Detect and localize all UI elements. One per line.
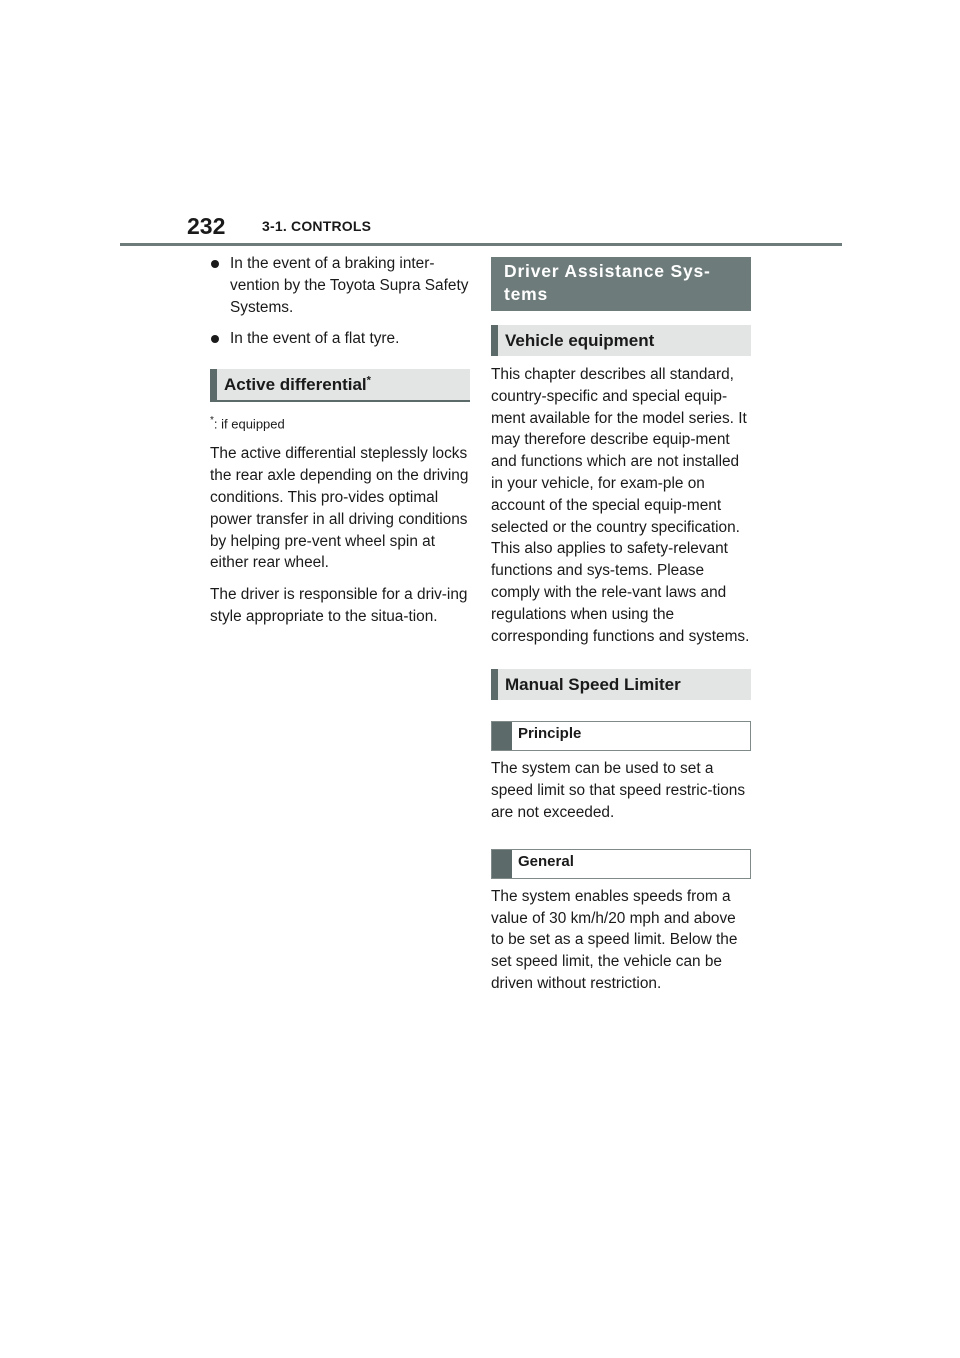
bullet-text: In the event of a flat tyre.: [230, 330, 400, 348]
bullet-icon: [211, 260, 219, 268]
vehicle-equipment-heading: Vehicle equipment: [491, 325, 751, 356]
right-column: [491, 257, 751, 1005]
paragraph: The driver is responsible for a driv-ing style appropriate to the situa-tion.: [210, 586, 468, 625]
left-column: [210, 253, 470, 638]
bullet-item: [210, 328, 470, 350]
manual-speed-limiter-heading: Manual Speed Limiter: [491, 669, 751, 700]
paragraph: The system enables speeds from a value of 30 km/h/20 mph and above to be set as a speed limit. Below the set speed limit, the vehicle can be driven without restriction.: [491, 887, 738, 992]
header-divider: [120, 243, 842, 246]
heading-marker: [492, 850, 512, 878]
heading-marker: [492, 722, 512, 750]
page-number: 232: [187, 213, 226, 239]
bullet-icon: [211, 335, 219, 343]
active-differential-heading: Active differential*: [210, 369, 470, 402]
chapter-heading: Driver Assistance Sys-tems: [491, 257, 751, 311]
general-heading: General: [491, 849, 751, 879]
principle-heading: Principle: [491, 721, 751, 751]
paragraph: The system can be used to set a speed limit so that speed restric-tions are not exceeded.: [491, 760, 746, 821]
bullet-text: In the event of a braking inter-vention by the Toyota Supra Safety Systems.: [230, 255, 469, 316]
footnote: *: if equipped: [210, 415, 285, 432]
footnote-marker: *: [366, 374, 371, 387]
section-title: 3-1. CONTROLS: [262, 218, 372, 234]
paragraph: The active differential steplessly locks the rear axle depending on the driving conditions. This pro-vides optimal power transfer in all driving conditions by helping pre-vent wheel spin at either rear wheel.: [210, 445, 469, 572]
paragraph: This chapter describes all standard, country-specific and special equip-ment available for the model series. It may therefore describe equip-ment and functions which are not installed in your vehicle, for exam-ple on account of the special equip-ment selected or the country specification. This also applies to safety-relevant functions and sys-tems. Please comply with the rele-vant laws and regulations when using the corresponding functions and systems.: [491, 366, 750, 645]
bullet-item: [210, 253, 470, 318]
